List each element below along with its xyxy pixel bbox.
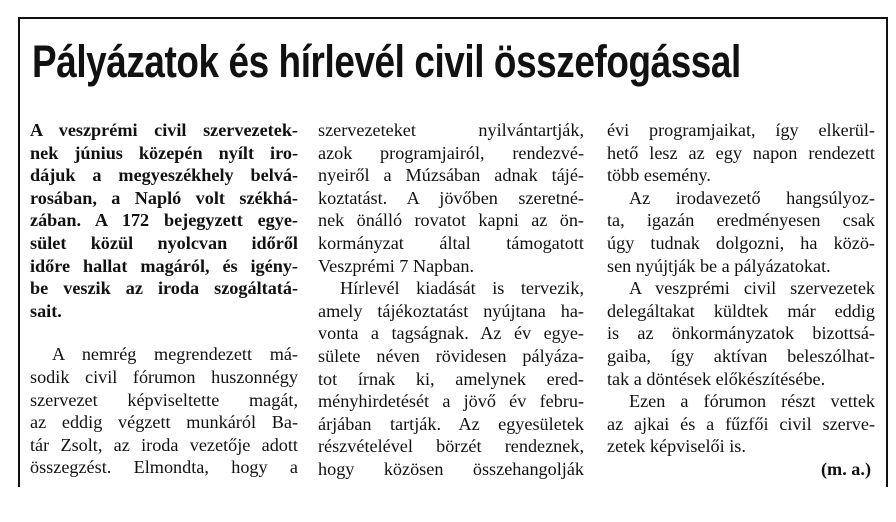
text-line: Veszprémi 7 Napban.: [318, 255, 475, 276]
text-line: azok programjairól, rendezvé-: [318, 142, 584, 163]
signature-text: (m. a.): [821, 458, 871, 479]
text-line: szervezeteket nyilvántartják,: [318, 120, 584, 140]
text-line: sen nyújtják be a pályázatokat.: [607, 255, 831, 276]
text-line: dájuk a megyeszékhely belvá-: [30, 165, 298, 186]
text-line: Hírlevél kiadását is tervezik,: [340, 278, 584, 299]
text-line: koztatást. A jövőben szeretné-: [318, 187, 584, 208]
article-column-1: [30, 119, 298, 479]
text-line: nek június közepén nyílt iro-: [30, 142, 298, 163]
text-line: A veszprémi civil szervezetek-: [30, 120, 298, 140]
text-line: az ajkai és a fűzfői civil szerve-: [607, 413, 875, 434]
text-line: zában. A 172 bejegyzett egye-: [30, 210, 298, 231]
text-line: amely tájékoztatást nyújtana ha-: [318, 300, 584, 321]
text-line: A nemrég megrendezett má-: [52, 344, 298, 365]
text-line: ményhirdetését a jövő év febru-: [318, 391, 584, 412]
text-line: tár Zsolt, az iroda vezetője adott: [30, 434, 298, 455]
text-line: Az irodavezető hangsúlyoz-: [629, 187, 875, 208]
text-line: sülete néven rövidesen pályáza-: [318, 345, 584, 366]
text-line: úgy tudnak dolgozni, ha közö-: [607, 232, 875, 253]
text-line: szervezet képviseltette magát,: [30, 389, 298, 410]
text-line: gaiba, így aktívan beleszólhat-: [607, 345, 875, 366]
text-line: több esemény.: [607, 165, 711, 186]
text-line: hogy közösen összehangolják: [318, 458, 584, 479]
text-line: be veszik az iroda szogáltatá-: [30, 278, 298, 299]
text-line: vonta a tagságnak. Az év egye-: [318, 323, 584, 344]
frame-right-rule: [886, 17, 888, 487]
text-line: ta, igazán eredményesen csak: [607, 210, 875, 231]
frame-left-rule: [18, 17, 20, 487]
article-column-2: [318, 119, 584, 481]
text-line: sodik civil fórumon huszonnégy: [30, 366, 298, 387]
text-line: kormányzat által támogatott: [318, 232, 584, 253]
frame-top-rule: [18, 17, 888, 19]
text-line: sait.: [30, 300, 62, 321]
text-line: összegzést. Elmondta, hogy a: [30, 457, 298, 478]
text-line: zetek képviselői is.: [607, 436, 746, 457]
text-line: nyeiről a Múzsában adnak tájé-: [318, 165, 584, 186]
text-line: nek önálló rovatot kapni az ön-: [318, 210, 584, 231]
text-line: delegáltakat küldtek már eddig: [607, 300, 875, 321]
text-line: az eddig végzett munkáról Ba-: [30, 412, 298, 433]
text-line: Ezen a fórumon részt vettek: [629, 391, 875, 412]
text-line: időre hallat magáról, és igény-: [30, 255, 298, 276]
text-line: tak a döntések előkészítésébe.: [607, 368, 826, 389]
text-line: A veszprémi civil szervezetek: [629, 278, 875, 299]
text-line: sület közül nyolcvan időről: [30, 232, 298, 253]
lead-paragraph: [30, 119, 298, 322]
article-headline: Pályázatok és hírlevél civil összefogással: [32, 36, 741, 87]
text-line: is az önkormányzatok bizottsá-: [607, 323, 875, 344]
text-line: évi programjaikat, így elkerül-: [607, 120, 875, 140]
text-line: rosában, a Napló volt székhá-: [30, 187, 298, 208]
author-signature: [607, 458, 875, 481]
text-line: árjában tartják. Az egyesületek: [318, 413, 584, 434]
text-line: részvételével börzét rendeznek,: [318, 436, 584, 457]
article-column-3: [607, 119, 875, 481]
text-line: tot írnak ki, amelynek ered-: [318, 368, 584, 389]
text-line: hető lesz az egy napon rendezett: [607, 142, 875, 163]
paragraph-spacer: [30, 322, 298, 343]
body-paragraph: [30, 343, 298, 479]
